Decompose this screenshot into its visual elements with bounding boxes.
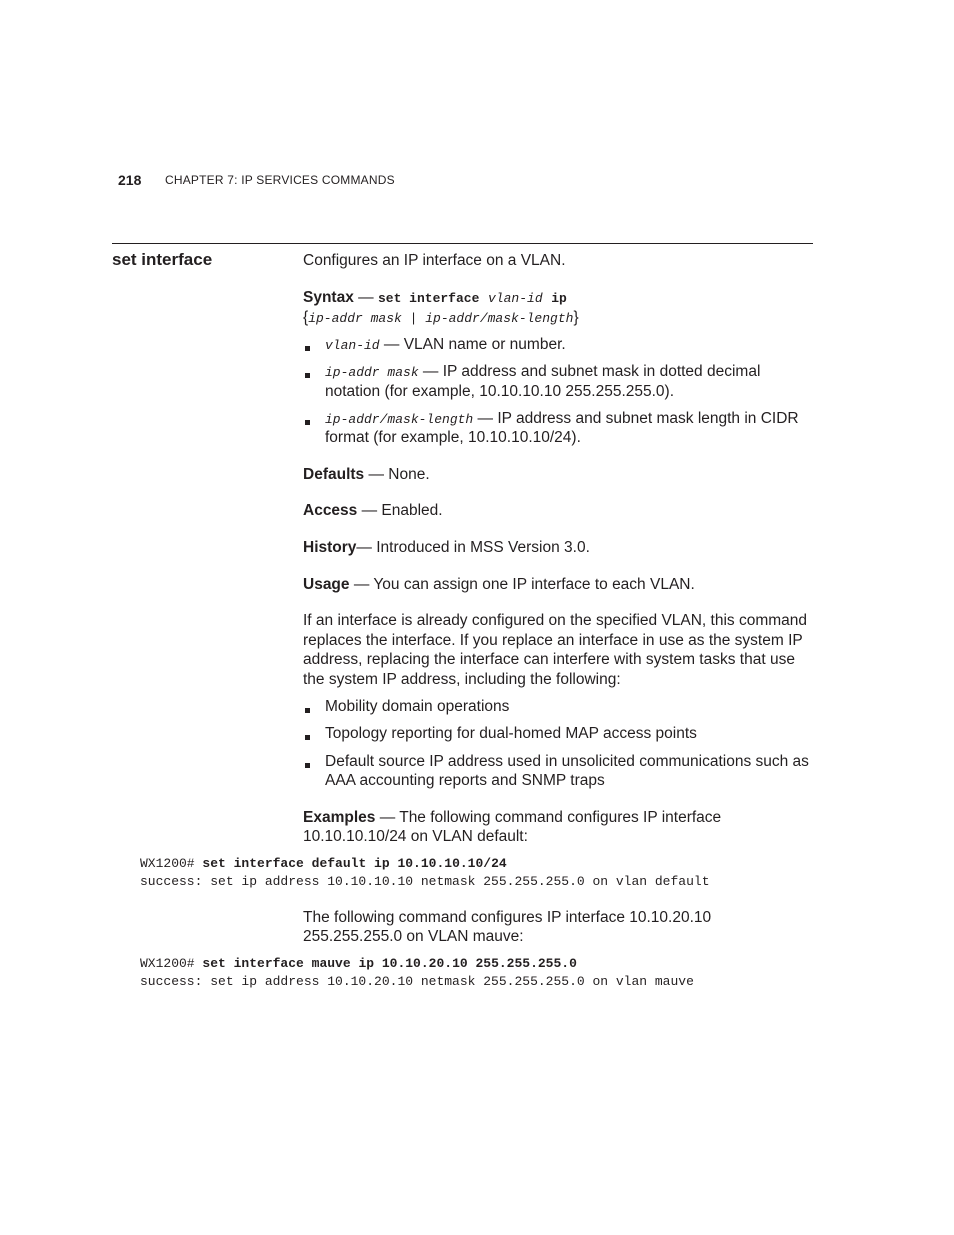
command-description: Configures an IP interface on a VLAN.	[303, 252, 566, 269]
bullet-marker	[305, 763, 310, 768]
syntax-keyword-ip: ip	[551, 291, 567, 306]
bullet-marker	[305, 420, 310, 425]
examples-line	[303, 808, 721, 828]
code-example-command	[140, 956, 577, 971]
access-line	[303, 501, 443, 521]
access-text: — Enabled.	[357, 502, 443, 519]
cli-command: set interface mauve ip 10.10.20.10 255.255.255.0	[202, 956, 577, 971]
usage-paragraph-line: replaces the interface. If you replace an interface in use as the system IP	[303, 632, 803, 649]
syntax-command: set interface	[377, 291, 480, 306]
list-item-continued: AAA accounting reports and SNMP traps	[325, 772, 605, 789]
usage-paragraph-line: the system IP address, including the following:	[303, 671, 621, 688]
history-label: History	[303, 539, 357, 556]
syntax-label: Syntax	[303, 289, 354, 306]
section-divider	[112, 243, 813, 244]
param-desc: — VLAN name or number.	[379, 336, 566, 353]
syntax-arg-ip-mask: ip-addr mask	[308, 311, 402, 326]
examples-intro-continued: 10.10.10.10/24 on VLAN default:	[303, 828, 528, 845]
defaults-line	[303, 465, 430, 485]
bullet-marker	[305, 708, 310, 713]
syntax-arg-ip-masklen: ip-addr/mask-length	[425, 311, 574, 326]
history-text: — Introduced in MSS Version 3.0.	[356, 539, 590, 556]
usage-label: Usage	[303, 576, 350, 593]
defaults-text: — None.	[364, 466, 430, 483]
code-example-output: success: set ip address 10.10.10.10 netmask 255.255.255.0 on vlan default	[140, 874, 710, 889]
syntax-args-line	[303, 308, 579, 329]
syntax-dash: —	[353, 289, 378, 306]
history-line	[303, 538, 590, 558]
syntax-close-brace: }	[573, 309, 579, 326]
usage-line	[303, 575, 695, 595]
cli-command: set interface default ip 10.10.10.10/24	[202, 856, 507, 871]
bullet-marker	[305, 373, 310, 378]
examples-label: Examples	[303, 809, 376, 826]
syntax-pipe: |	[401, 311, 426, 326]
example-intro-line: 255.255.255.0 on VLAN mauve:	[303, 928, 524, 945]
param-term: vlan-id	[325, 338, 380, 353]
examples-intro: — The following command configures IP interface	[375, 809, 722, 826]
page-number: 218	[118, 172, 142, 188]
command-title: set interface	[112, 250, 213, 269]
syntax-arg-vlan: vlan-id	[488, 291, 543, 306]
code-example-output: success: set ip address 10.10.20.10 netmask 255.255.255.0 on vlan mauve	[140, 974, 694, 989]
param-desc-continued: format (for example, 10.10.10.10/24).	[325, 429, 581, 446]
param-term: ip-addr/mask-length	[325, 412, 474, 427]
example-intro-line: The following command configures IP interface 10.10.20.10	[303, 909, 712, 926]
cli-prompt: WX1200#	[140, 956, 203, 971]
param-desc-continued: notation (for example, 10.10.10.10 255.255.255.0).	[325, 383, 674, 400]
usage-text: — You can assign one IP interface to each VLAN.	[349, 576, 695, 593]
syntax-line	[303, 288, 567, 309]
list-item: Default source IP address used in unsolicited communications such as	[325, 753, 809, 770]
param-item	[325, 409, 799, 430]
code-example-command	[140, 856, 507, 871]
list-item: Topology reporting for dual-homed MAP access points	[325, 725, 697, 742]
param-term: ip-addr mask	[325, 365, 419, 380]
usage-paragraph-line: address, replacing the interface can interfere with system tasks that use	[303, 651, 795, 668]
cli-prompt: WX1200#	[140, 856, 203, 871]
param-desc: — IP address and subnet mask in dotted decimal	[418, 363, 761, 380]
usage-paragraph-line: If an interface is already configured on the specified VLAN, this command	[303, 612, 808, 629]
param-item	[325, 362, 760, 383]
list-item: Mobility domain operations	[325, 698, 510, 715]
chapter-heading: CHAPTER 7: IP SERVICES COMMANDS	[165, 173, 395, 187]
param-desc: — IP address and subnet mask length in CIDR	[473, 410, 799, 427]
syntax-open-brace: {	[303, 309, 309, 326]
param-item	[325, 335, 566, 356]
access-label: Access	[303, 502, 358, 519]
bullet-marker	[305, 735, 310, 740]
defaults-label: Defaults	[303, 466, 365, 483]
bullet-marker	[305, 346, 310, 351]
